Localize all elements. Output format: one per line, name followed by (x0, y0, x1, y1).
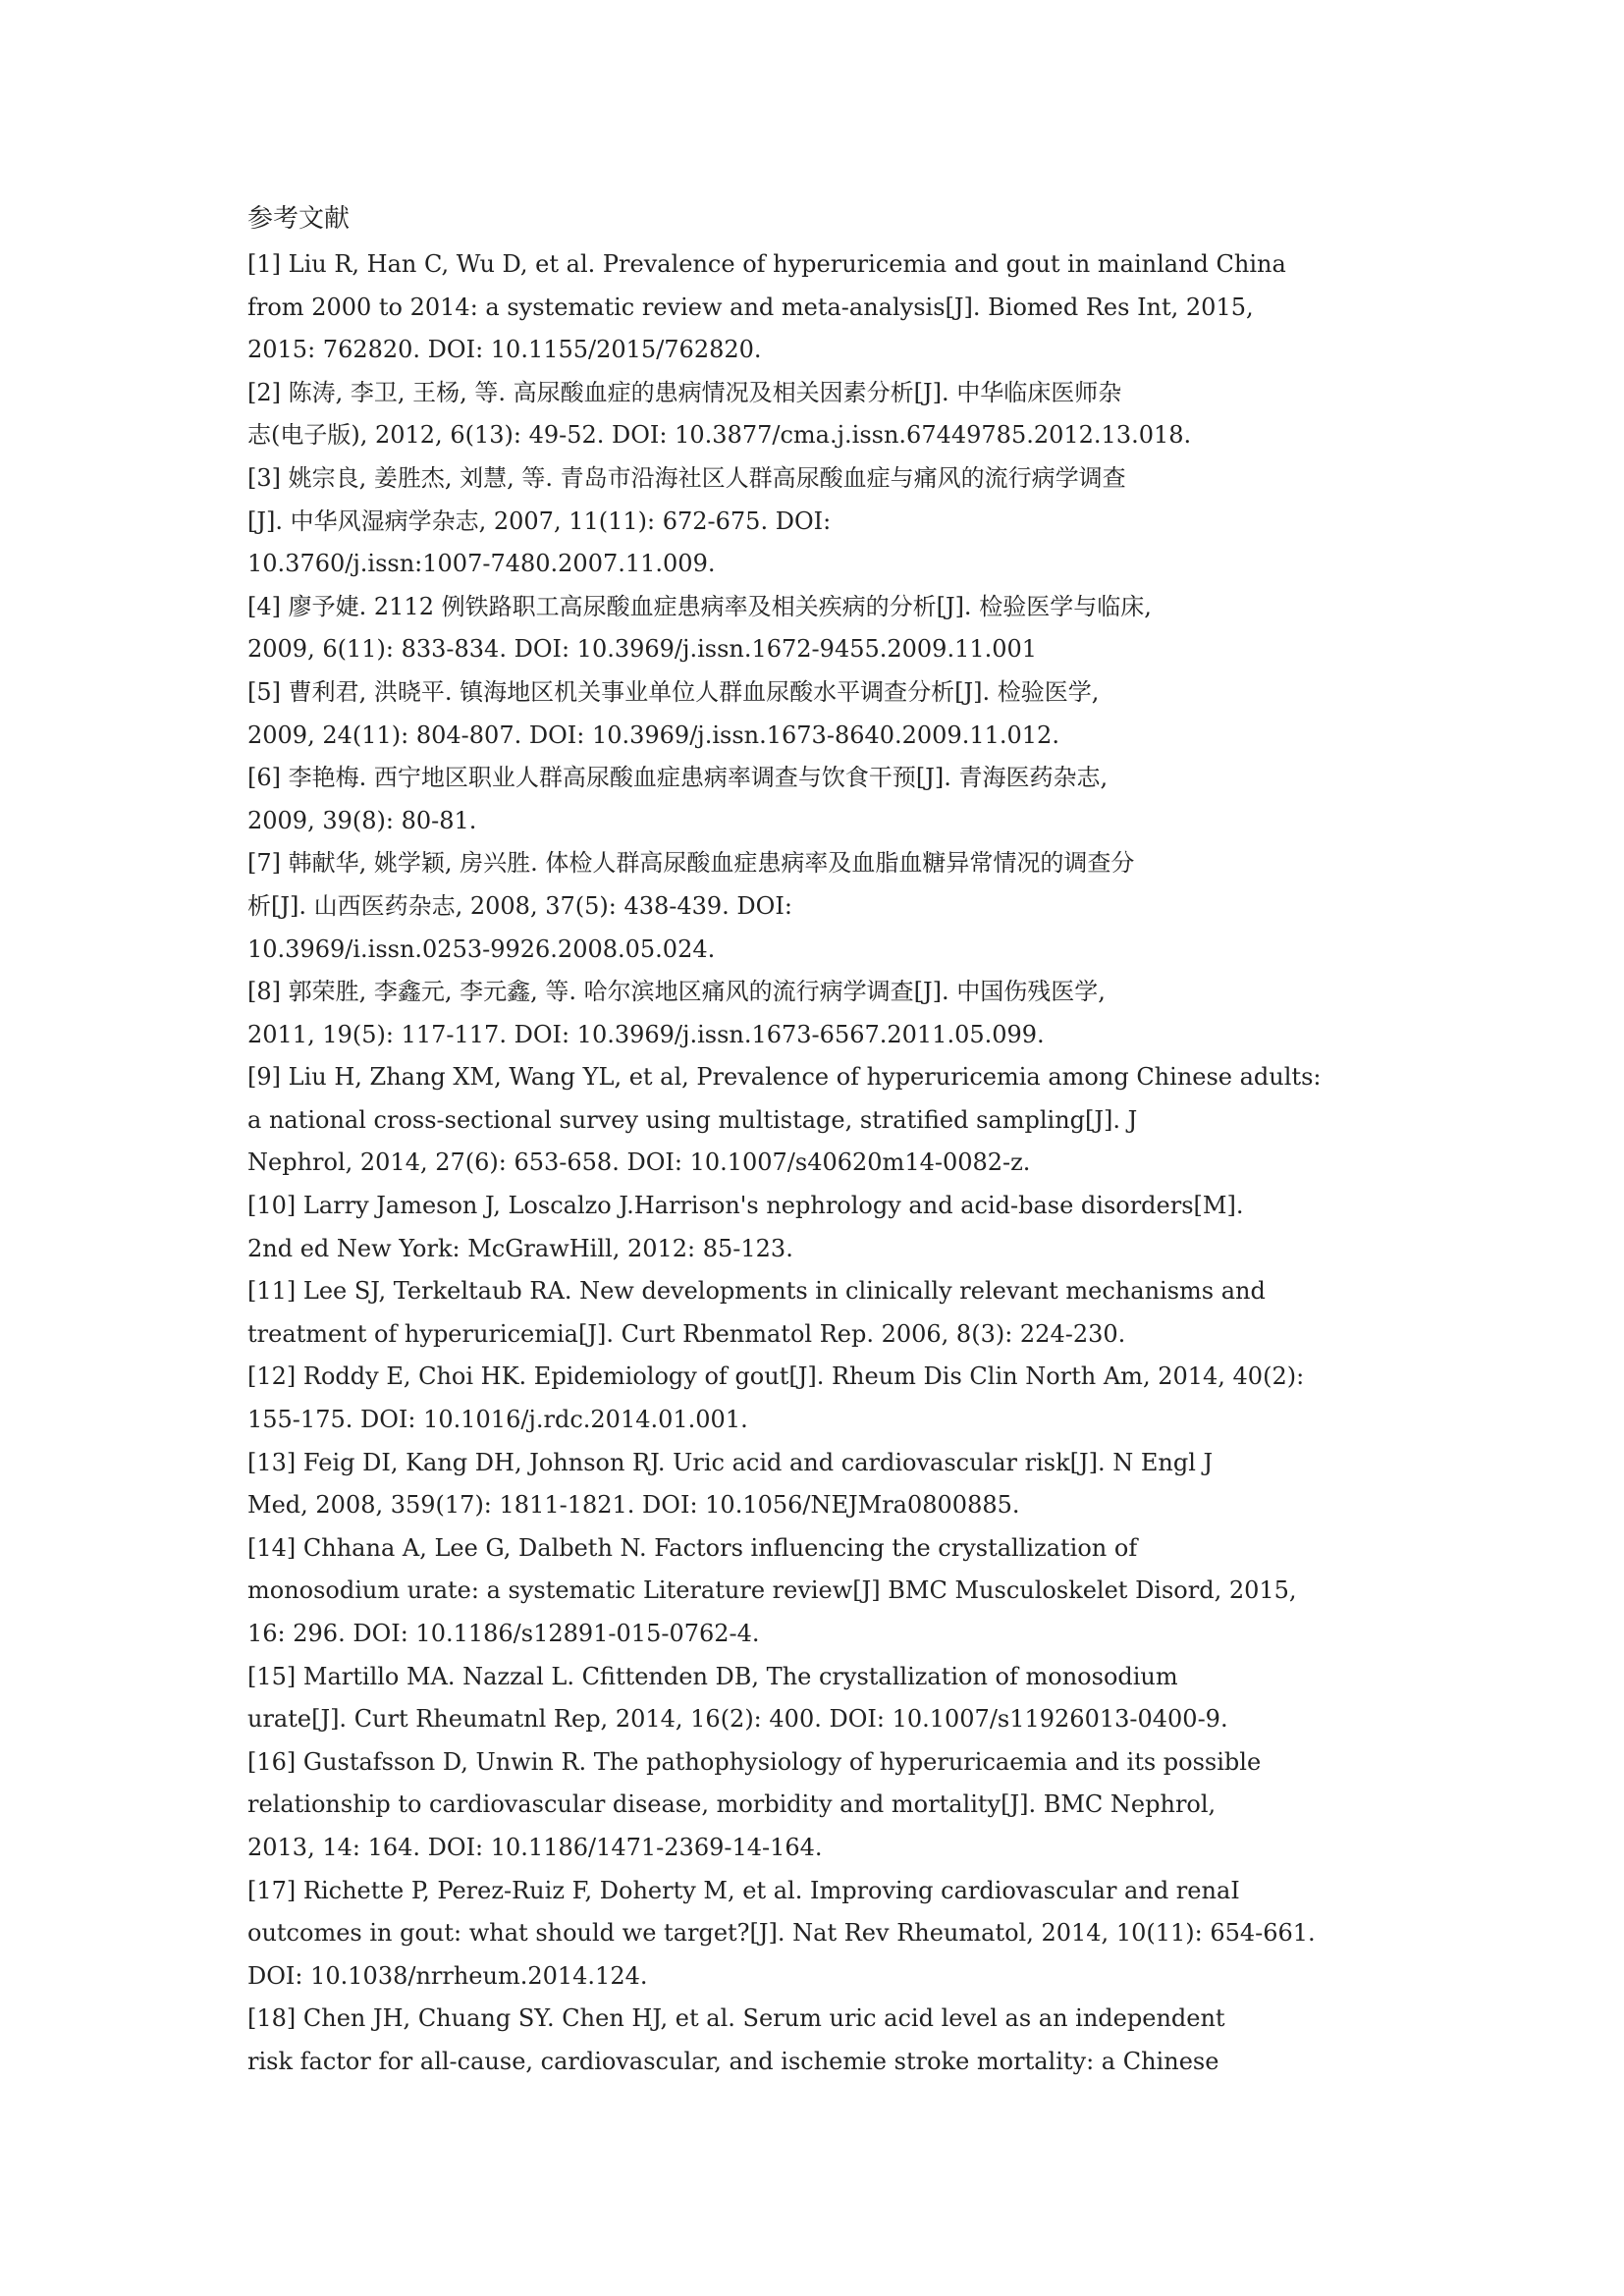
reference-entry-12 (247, 1356, 1396, 1441)
reference-line: DOI: 10.1038/nrrheum.2014.124. (247, 1961, 648, 1990)
reference-line: 志(电子版), 2012, 6(13): 49-52. DOI: 10.3877/cma.j.issn.67449785.2012.13.018. (247, 421, 1192, 450)
reference-line: [18] Chen JH, Chuang SY. Chen HJ, et al. Serum uric acid level as an independent (247, 2004, 1225, 2033)
reference-line: urate[J]. Curt Rheumatnl Rep, 2014, 16(2): 400. DOI: 10.1007/s11926013-0400-9. (247, 1705, 1228, 1734)
reference-line: [16] Gustafsson D, Unwin R. The pathophysiology of hyperuricaemia and its possible (247, 1747, 1262, 1776)
reference-entry-1 (247, 243, 1396, 372)
reference-line: [7] 韩献华, 姚学颖, 房兴胜. 体检人群高尿酸血症患病率及血脂血糖异常情况的调查分 (247, 849, 1135, 878)
reference-entry-6 (247, 757, 1396, 842)
reference-line: [15] Martillo MA. Nazzal L. Cfittenden DB, The crystallization of monosodium (247, 1662, 1178, 1690)
references-list (247, 243, 1396, 2084)
references-heading: 参考文献 (247, 204, 351, 234)
reference-entry-9 (247, 1056, 1396, 1185)
reference-entry-17 (247, 1870, 1396, 1999)
reference-line: treatment of hyperuricemia[J]. Curt Rbenmatol Rep. 2006, 8(3): 224-230. (247, 1319, 1126, 1348)
reference-line: 2009, 39(8): 80-81. (247, 806, 477, 834)
reference-line: [9] Liu H, Zhang XM, Wang YL, et al, Prevalence of hyperuricemia among Chinese adults: (247, 1063, 1322, 1092)
reference-line: risk factor for all-cause, cardiovascular, and ischemie stroke mortality: a Chinese (247, 2047, 1219, 2075)
reference-line: [1] Liu R, Han C, Wu D, et al. Prevalence of hyperuricemia and gout in mainland China (247, 250, 1286, 278)
reference-line: 2nd ed New York: McGrawHill, 2012: 85-123. (247, 1234, 793, 1262)
references-section (247, 194, 1396, 2084)
reference-entry-3 (247, 457, 1396, 586)
reference-entry-11 (247, 1270, 1396, 1356)
reference-line: [2] 陈涛, 李卫, 王杨, 等. 高尿酸血症的患病情况及相关因素分析[J]. 中华临床医师杂 (247, 378, 1122, 406)
reference-line: [13] Feig DI, Kang DH, Johnson RJ. Uric acid and cardiovascular risk[J]. N Engl J (247, 1448, 1214, 1476)
reference-line: [5] 曹利君, 洪晓平. 镇海地区机关事业单位人群血尿酸水平调查分析[J]. 检验医学, (247, 677, 1100, 706)
reference-line: 2015: 762820. DOI: 10.1155/2015/762820. (247, 336, 762, 364)
reference-line: monosodium urate: a systematic Literature review[J] BMC Musculoskelet Disord, 2015, (247, 1576, 1297, 1605)
reference-entry-14 (247, 1527, 1396, 1656)
reference-line: relationship to cardiovascular disease, morbidity and mortality[J]. BMC Nephrol, (247, 1790, 1217, 1819)
reference-line: [11] Lee SJ, Terkeltaub RA. New developments in clinically relevant mechanisms and (247, 1277, 1266, 1306)
reference-line: 10.3760/j.issn:1007-7480.2007.11.009. (247, 550, 716, 578)
reference-line: Med, 2008, 359(17): 1811-1821. DOI: 10.1056/NEJMra0800885. (247, 1491, 1020, 1520)
reference-line: a national cross-sectional survey using multistage, stratified sampling[J]. J (247, 1105, 1138, 1134)
reference-entry-13 (247, 1442, 1396, 1527)
reference-line: 10.3969/i.issn.0253-9926.2008.05.024. (247, 934, 716, 963)
reference-entry-18 (247, 1998, 1396, 2083)
reference-line: 2013, 14: 164. DOI: 10.1186/1471-2369-14-164. (247, 1833, 823, 1861)
reference-entry-5 (247, 671, 1396, 757)
reference-entry-2 (247, 372, 1396, 457)
reference-line: 155-175. DOI: 10.1016/j.rdc.2014.01.001. (247, 1406, 748, 1434)
reference-line: [17] Richette P, Perez-Ruiz F, Doherty M, et al. Improving cardiovascular and renaI (247, 1876, 1240, 1904)
reference-line: [3] 姚宗良, 姜胜杰, 刘慧, 等. 青岛市沿海社区人群高尿酸血症与痛风的流行病学调查 (247, 463, 1126, 492)
reference-line: 2009, 6(11): 833-834. DOI: 10.3969/j.issn.1672-9455.2009.11.001 (247, 635, 1038, 664)
reference-line: [6] 李艳梅. 西宁地区职业人群高尿酸血症患病率调查与饮食干预[J]. 青海医药杂志, (247, 764, 1109, 792)
reference-line: [4] 廖予婕. 2112 例铁路职工高尿酸血症患病率及相关疾病的分析[J]. 检验医学与临床, (247, 592, 1152, 620)
reference-line: 2009, 24(11): 804-807. DOI: 10.3969/j.issn.1673-8640.2009.11.012. (247, 721, 1059, 749)
reference-line: [8] 郭荣胜, 李鑫元, 李元鑫, 等. 哈尔滨地区痛风的流行病学调查[J]. 中国伤残医学, (247, 978, 1106, 1006)
reference-line: 析[J]. 山西医药杂志, 2008, 37(5): 438-439. DOI: (247, 891, 792, 920)
reference-entry-16 (247, 1741, 1396, 1870)
reference-entry-10 (247, 1185, 1396, 1270)
reference-line: from 2000 to 2014: a systematic review and meta-analysis[J]. Biomed Res Int, 2015, (247, 293, 1254, 321)
reference-line: Nephrol, 2014, 27(6): 653-658. DOI: 10.1007/s40620m14-0082-z. (247, 1148, 1031, 1177)
reference-entry-7 (247, 842, 1396, 971)
reference-line: [14] Chhana A, Lee G, Dalbeth N. Factors influencing the crystallization of (247, 1533, 1138, 1562)
reference-line: 16: 296. DOI: 10.1186/s12891-015-0762-4. (247, 1620, 760, 1647)
reference-entry-15 (247, 1656, 1396, 1741)
reference-line: 2011, 19(5): 117-117. DOI: 10.3969/j.issn.1673-6567.2011.05.099. (247, 1020, 1045, 1048)
reference-line: outcomes in gout: what should we target?[J]. Nat Rev Rheumatol, 2014, 10(11): 654-661. (247, 1919, 1316, 1948)
reference-entry-4 (247, 586, 1396, 671)
reference-line: [12] Roddy E, Choi HK. Epidemiology of gout[J]. Rheum Dis Clin North Am, 2014, 40(2): (247, 1362, 1305, 1391)
reference-line: [J]. 中华风湿病学杂志, 2007, 11(11): 672-675. DOI: (247, 507, 832, 535)
reference-entry-8 (247, 971, 1396, 1056)
reference-line: [10] Larry Jameson J, Loscalzo J.Harrison's nephrology and acid-base disorders[M]. (247, 1192, 1244, 1220)
